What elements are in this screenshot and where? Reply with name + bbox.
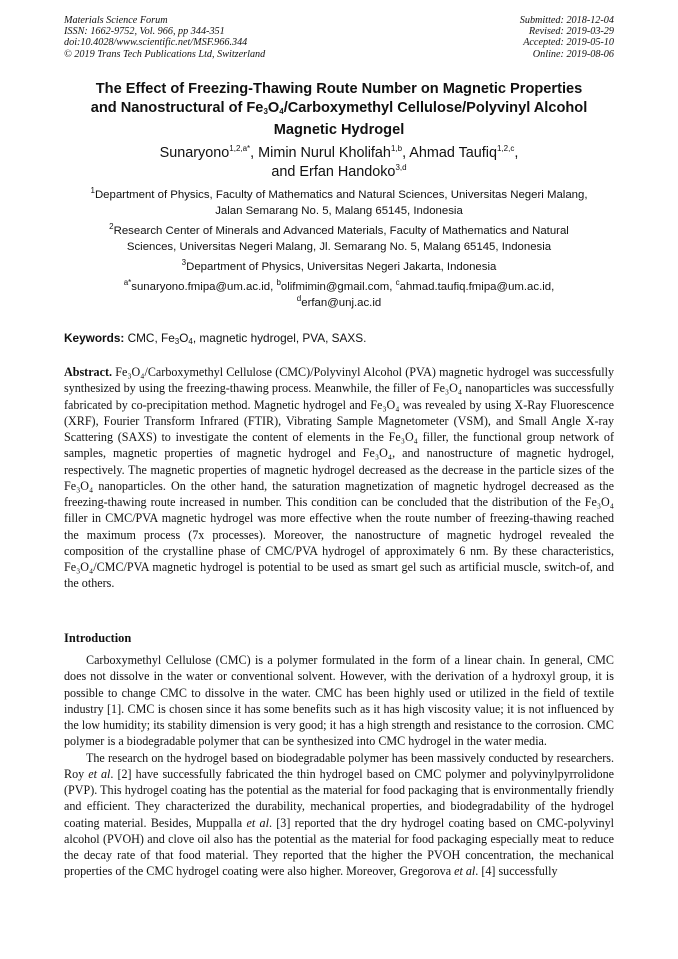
abstract-label: Abstract. <box>64 365 113 379</box>
date-revised: Revised: 2019-03-29 <box>528 26 614 38</box>
author-emails <box>40 279 638 311</box>
author-affiliation-mark: 3,d <box>395 163 407 173</box>
keywords-text: O <box>179 331 189 345</box>
journal-doi[interactable]: doi:10.4028/www.scientific.net/MSF.966.344 <box>64 37 248 49</box>
email-mark: c <box>395 278 400 288</box>
date-submitted: Submitted: 2018-12-04 <box>519 15 614 26</box>
title-text: O <box>267 100 280 116</box>
email-link[interactable]: olifmimin@gmail.com, <box>280 281 396 293</box>
title-text: and Nanostructural of Fe <box>90 100 264 116</box>
title-line-3: Magnetic Hydrogel <box>273 122 405 138</box>
date-online: Online: 2019-08-06 <box>532 48 614 60</box>
keywords-subscript: 4 <box>188 337 193 346</box>
affiliation-line <box>40 223 638 239</box>
title-subscript: 4 <box>279 107 284 116</box>
keywords-subscript: 3 <box>174 337 180 346</box>
email-link[interactable]: ahmad.taufiq.fmipa@um.ac.id, <box>399 281 555 293</box>
affiliation-text: Sciences, Universitas Negeri Malang, Jl. Semarang No. 5, Malang 65145, Indonesia <box>126 241 552 253</box>
affiliation-3 <box>40 259 638 275</box>
paragraph-text: The research on the hydrogel based on biodegradable polymer has been massively conducted by researchers. Roy <box>64 750 614 781</box>
author-list <box>40 144 638 182</box>
email-link[interactable]: erfan@unj.ac.id <box>301 297 382 309</box>
affiliation-number: 2 <box>109 222 114 232</box>
emails-line-2 <box>40 295 638 311</box>
paper-title <box>40 80 638 140</box>
title-text: /Carboxymethyl Cellulose/Polyvinyl Alcohol <box>283 100 588 116</box>
affiliation-number: 3 <box>181 258 187 268</box>
affiliation-line <box>40 259 638 275</box>
paragraph <box>64 750 614 880</box>
affiliation-number: 1 <box>90 186 95 196</box>
paragraph-text: . [4] successfully <box>475 864 558 879</box>
emails-line-1 <box>40 279 638 295</box>
paragraph-italic: et al <box>454 864 476 879</box>
author-affiliation-mark: 1,2,c <box>497 144 515 154</box>
title-subscript: 3 <box>263 107 268 116</box>
author-name: and Erfan Handoko <box>271 164 396 180</box>
keywords <box>64 330 614 350</box>
journal-issn: ISSN: 1662-9752, Vol. 966, pp 344-351 <box>64 26 225 38</box>
section-heading-introduction: Introduction <box>64 631 132 645</box>
affiliation-text: Department of Physics, Universitas Negeri Jakarta, Indonesia <box>186 261 497 273</box>
email-link[interactable]: sunaryono.fmipa@um.ac.id, <box>131 281 277 293</box>
paragraph-italic: et al <box>88 766 111 781</box>
date-accepted: Accepted: 2019-05-10 <box>523 37 614 49</box>
author-affiliation-mark: 1,b <box>390 144 403 154</box>
title-line-2 <box>40 99 638 121</box>
paragraph-text: . [2] have successfully fabricated the thin hydrogel based on CMC polymer and polyvinylpyrrolidone (PVP). This hydrogel coating has the potential as the material for food packaging that is environmentally friendly and efficient. They characterized the durability, mechanical properties, and biodegradability of the hydrogel coating material. Besides, Muppalla <box>64 766 614 830</box>
journal-name: Materials Science Forum <box>64 15 168 26</box>
email-mark: d <box>296 294 302 304</box>
keywords-text: CMC, Fe <box>124 331 175 345</box>
affiliation-text: Research Center of Minerals and Advanced Materials, Faculty of Mathematics and Natural <box>113 225 569 237</box>
affiliation-text: Department of Physics, Faculty of Mathematics and Natural Sciences, Universitas Negeri Malang, <box>94 189 588 201</box>
author-name: Sunaryono <box>159 145 230 161</box>
email-mark: b <box>276 278 281 288</box>
paragraph-italic: et al <box>246 815 269 830</box>
authors-line-1 <box>40 144 638 163</box>
authors-line-2 <box>40 163 638 182</box>
author-name: , Mimin Nurul Kholifah <box>250 145 391 161</box>
author-separator: , <box>514 145 519 161</box>
affiliation-2 <box>40 223 638 255</box>
affiliation-text: Jalan Semarang No. 5, Malang 65145, Indonesia <box>215 205 463 217</box>
author-name: , Ahmad Taufiq <box>402 145 497 161</box>
journal-copyright: © 2019 Trans Tech Publications Ltd, Switzerland <box>64 48 266 60</box>
email-mark: a* <box>123 278 132 288</box>
submission-dates <box>520 15 614 60</box>
abstract-text: Fe₃O₄/Carboxymethyl Cellulose (CMC)/Polyvinyl Alcohol (PVA) magnetic hydrogel was successfully synthesized by using the freezing-thawing process. Meanwhile, the filler of Fe₃O₄ nanoparticles was successfully fabricated by co-precipitation method. Magnetic hydrogel and Fe₃O₄ was revealed by using X-Ray Fluorescence (XRF), Fourier Transform Infrared (FTIR), Vibrating Sample Magnetometer (VSM), and Small Angle X-ray Scattering (SAXS) to investigate the content of elements in the Fe₃O₄ filler, the functional group network of samples, magnetic properties of magnetic hydrogel and Fe₃O₄, and nanostructure of magnetic hydrogel, respectively. The magnetic properties of magnetic hydrogel decreased as the decrease in the particle sizes of the Fe₃O₄ nanoparticles. On the other hand, the saturation magnetization of magnetic hydrogel decreased as the freezing-thawing route increased in number. This condition can be concluded that the distribution of the Fe₃O₄ filler in CMC/PVA magnetic hydrogel was more effective when the route number of freezing-thawing reached the maximum process (7x processes). Moreover, the nanostructure of magnetic hydrogel revealed the composition of the crystalline phase of CMC/PVA hydrogel of approximately 6 nm. By these characteristics, Fe₃O₄/CMC/PVA magnetic hydrogel is potential to be used as smart gel such as artificial muscle, switch-of, and the others. <box>64 365 614 591</box>
title-line-1: The Effect of Freezing-Thawing Route Number on Magnetic Properties <box>95 81 583 97</box>
paragraph: Carboxymethyl Cellulose (CMC) is a polymer formulated in the form of a linear chain. In general, CMC does not dissolve in the water or conventional solvent. However, with the derivation of a hydroxyl group, it is possible to change CMC to dissolve in the water. CMC has been highly used or utilized in the field of textile industry [1]. CMC is chosen since it has some benefits such as it has high viscosity value; it is not influenced by the low humidity; its stability dimension is very good; it has a high strength and resistance to the corrosion. CMC polymer is a biodegradable polymer that can be synthesized into CMC hydrogel in the water media. <box>64 653 614 749</box>
affiliation-1 <box>40 187 638 219</box>
affiliation-line <box>40 187 638 203</box>
keywords-label: Keywords: <box>64 331 125 345</box>
keywords-text: , magnetic hydrogel, PVA, SAXS. <box>192 331 367 345</box>
introduction-body <box>64 652 614 880</box>
journal-info <box>64 15 265 60</box>
abstract <box>64 364 614 592</box>
author-affiliation-mark: 1,2,a* <box>229 144 251 154</box>
paragraph-text: . [3] reported that the dry hydrogel coating based on CMC-polyvinyl alcohol (PVOH) and clove oil also has the potential as the material for food packaging especially meat to reduce the decay rate of that food material. They reported that the higher the PVOH concentration, the mechanical properties of the CMC hydrogel coating were also higher. Moreover, Gregorova <box>64 815 614 879</box>
